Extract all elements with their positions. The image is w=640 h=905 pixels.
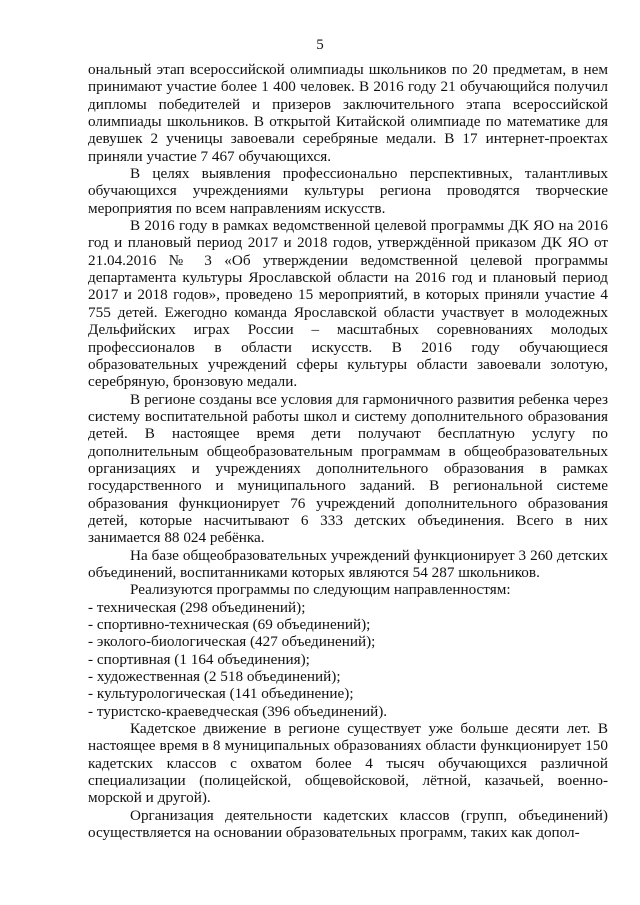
list-item: - спортивно-техническая (69 объединений);: [88, 616, 371, 633]
list-item: - эколого-биологическая (427 объединений);: [88, 633, 376, 651]
paragraph-school-associations: На базе общеобразовательных учреждений функционирует 3 260 детских объединений, воспитанниками которых являются 54 287 школьников.: [88, 546, 608, 581]
program-directions-list: [88, 599, 608, 720]
list-item: - туристско-краеведческая (396 объединений).: [88, 702, 388, 720]
paragraph-additional-education: В регионе созданы все условия для гармоничного развития ребенка через систему воспитательной работы школ и систему дополнительного образования детей. В настоящее время дети получают бесплатную услугу по дополнительным общеобразовательным программам в общеобразовательных организациях и учреждениях дополнительного образования в рамках государственного и муниципального заданий. В региональной системе образования функционирует 76 учреждений дополнительного образования детей, которые насчитывают 6 333 детских объединения. Всего в них занимается 88 024 ребёнка.: [88, 390, 608, 547]
paragraph-cadet-organization: Организация деятельности кадетских классов (групп, объединений) осуществляется на основании образовательных программ, таких как допол-: [88, 806, 608, 842]
list-item: - культурологическая (141 объединение);: [88, 685, 354, 703]
paragraph-culture-events: В целях выявления профессионально перспективных, талантливых обучающихся учреждениями культуры региона проводятся творческие мероприятия по всем направлениям искусств.: [88, 165, 608, 217]
page-number: 5: [316, 37, 324, 53]
list-item: - техническая (298 объединений);: [88, 598, 306, 616]
paragraph-cadet-movement: Кадетское движение в регионе существует уже больше десяти лет. В настоящее время в 8 муниципальных образованиях области функционирует 150 кадетских классов с охватом более 4 тысяч обучающихся различной специализации (полицейской, общевойсковой, лётной, казачьей, военно-морской и другой).: [88, 720, 608, 807]
paragraph-program-directions-intro: Реализуются программы по следующим направленностям:: [130, 581, 511, 599]
list-item: - спортивная (1 164 объединения);: [88, 650, 310, 668]
paragraph-olympiad-continuation: ональный этап всероссийской олимпиады школьников по 20 предметам, в нем принимают участие более 1 400 человек. В 2016 году 21 обучающийся получил дипломы победителей и призеров заключительного этапа всероссийской олимпиады школьников. В открытой Китайской олимпиаде по математике для девушек 2 ученицы завоевали серебряные медали. В 17 интернет-проектах приняли участие 7 467 обучающихся.: [88, 61, 608, 165]
paragraph-culture-program-2016: В 2016 году в рамках ведомственной целевой программы ДК ЯО на 2016 год и плановый период 2017 и 2018 годов, утверждённой приказом ДК ЯО от 21.04.2016 № 3 «Об утверждении ведомственной целевой программы департамента культуры Ярославской области на 2016 год и плановый период 2017 и 2018 годов», проведено 15 мероприятий, в которых приняли участие 4 755 детей. Ежегодно команда Ярославской области участвует в молодежных Дельфийских играх России – масштабных соревнованиях молодых профессионалов в области искусств. В 2016 году обучающиеся образовательных учреждений сферы культуры области завоевали золотую, серебряную, бронзовую медали.: [88, 217, 608, 391]
document-body: [88, 61, 608, 841]
list-item: - художественная (2 518 объединений);: [88, 668, 341, 686]
